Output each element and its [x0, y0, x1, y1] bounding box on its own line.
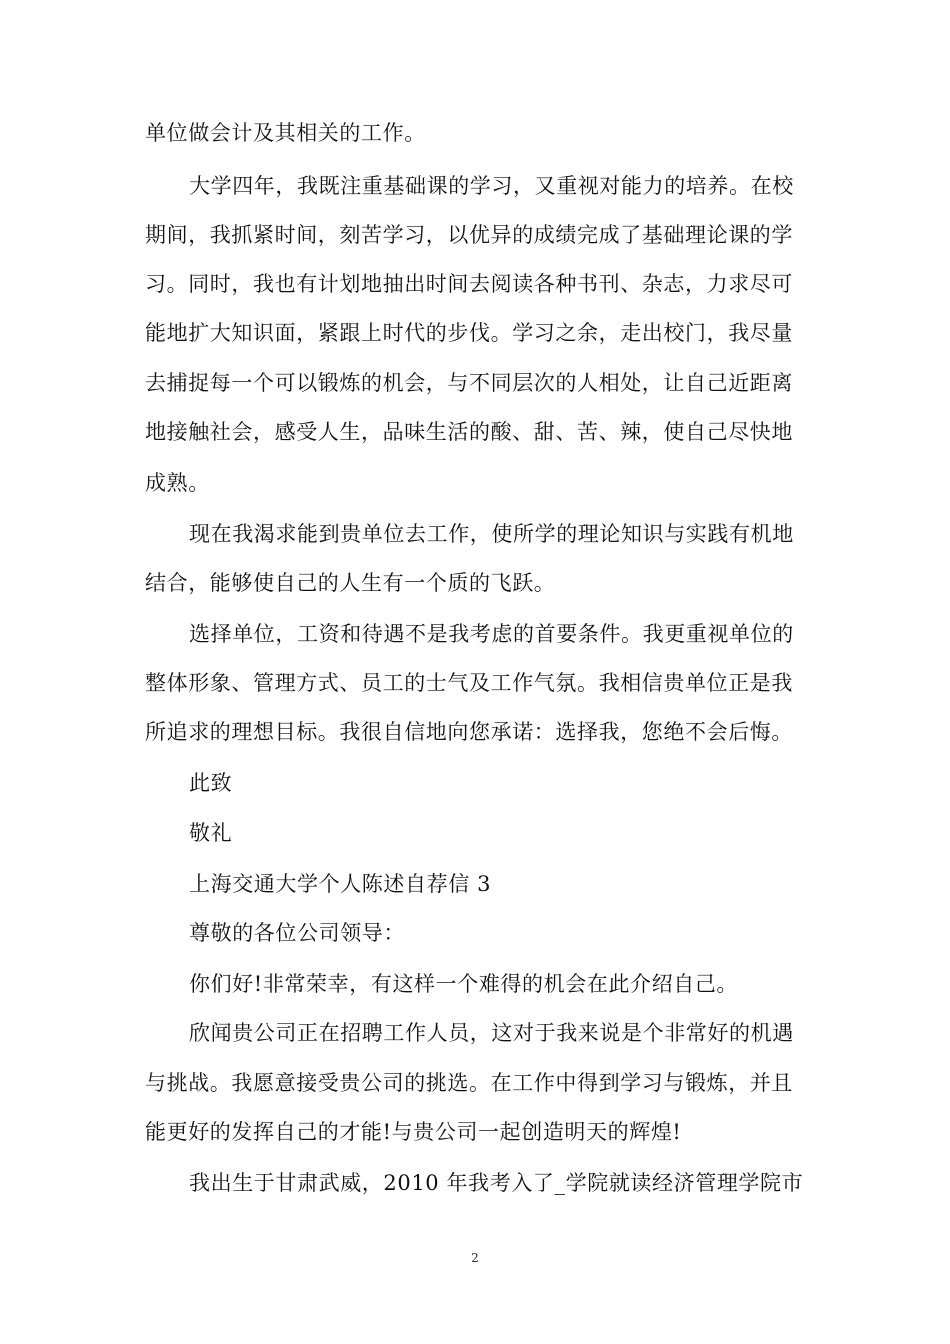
text-line: 习。同时，我也有计划地抽出时间去阅读各种书刊、杂志，力求尽可 [145, 272, 793, 296]
page-number: 2 [471, 1251, 479, 1265]
closing-salutation: 此致 [189, 771, 233, 795]
text-line: 结合，能够使自己的人生有一个质的飞跃。 [145, 571, 556, 595]
text-line: 我出生于甘肃武威，2010 年我考入了_学院就读经济管理学院市 [189, 1171, 804, 1195]
text-line: 整体形象、管理方式、员工的士气及工作气氛。我相信贵单位正是我 [145, 671, 793, 695]
text-line: 现在我渴求能到贵单位去工作，使所学的理论知识与实践有机地 [189, 522, 794, 546]
closing-regards: 敬礼 [189, 821, 233, 845]
text-line: 地接触社会，感受人生，品味生活的酸、甜、苦、辣，使自己尽快地 [145, 420, 793, 444]
text-line: 能更好的发挥自己的才能!与贵公司一起创造明天的辉煌! [145, 1120, 682, 1144]
text-line: 能地扩大知识面，紧跟上时代的步伐。学习之余，走出校门，我尽量 [145, 321, 793, 345]
text-line: 欣闻贵公司正在招聘工作人员，这对于我来说是个非常好的机遇 [189, 1021, 794, 1045]
text-line: 选择单位，工资和待遇不是我考虑的首要条件。我更重视单位的 [189, 622, 794, 646]
text-line: 你们好!非常荣幸，有这样一个难得的机会在此介绍自己。 [189, 972, 739, 996]
text-line: 所追求的理想目标。我很自信地向您承诺：选择我，您绝不会后悔。 [145, 720, 793, 744]
text-line: 去捕捉每一个可以锻炼的机会，与不同层次的人相处，让自己近距离 [145, 371, 793, 395]
section-title: 上海交通大学个人陈述自荐信 3 [189, 872, 492, 896]
text-line: 期间，我抓紧时间，刻苦学习，以优异的成绩完成了基础理论课的学 [145, 223, 793, 247]
text-line: 成熟。 [145, 471, 210, 495]
text-line: 单位做会计及其相关的工作。 [145, 121, 426, 145]
text-line: 大学四年，我既注重基础课的学习，又重视对能力的培养。在校 [189, 174, 794, 198]
letter-greeting: 尊敬的各位公司领导： [189, 921, 405, 945]
text-line: 与挑战。我愿意接受贵公司的挑选。在工作中得到学习与锻炼，并且 [145, 1071, 793, 1095]
